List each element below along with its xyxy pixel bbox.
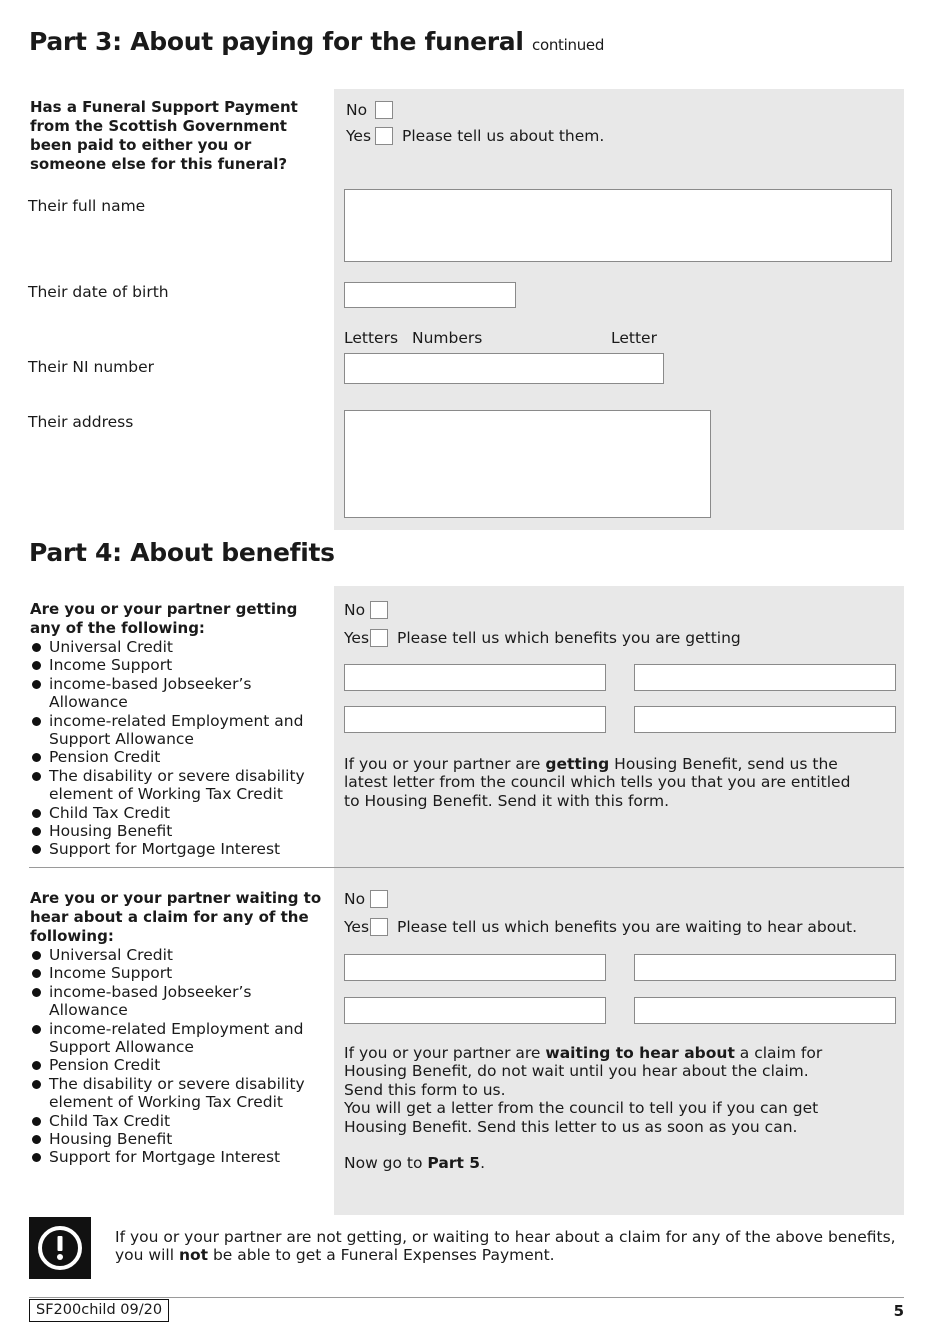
q1-no-option [344,601,388,619]
warning-text-pre: If you or your partner are not getting, or waiting to hear about a claim for any of the above benefits, you will [115,1228,896,1265]
yes-prompt: Please tell us which benefits you are getting [397,629,741,647]
ni-letter-caption: Letter [611,329,657,347]
goto-pre: Now go to [344,1154,428,1173]
page-number: 5 [893,1302,904,1320]
list-item: Support for Mortgage Interest [30,840,326,858]
q2-note-post: a claim for Housing Benefit, do not wait until you hear about the claim. Send this form to us. [344,1044,823,1099]
q2-no-option [344,890,388,908]
q2-benefit-field-3[interactable] [344,997,606,1024]
ni-letters-caption: Letters [344,329,399,347]
q2-benefit-field-2[interactable] [634,954,896,981]
q2-yes-option [344,918,857,936]
q1-question: Are you or your partner getting any of the following: [30,600,298,637]
continued-label: continued [532,36,605,54]
dob-field[interactable] [344,282,516,308]
part3-question: Has a Funeral Support Payment from the Scottish Government been paid to either you or someone else for this funeral? [30,98,298,173]
form-code: SF200child 09/20 [29,1299,169,1322]
no-label: No [344,601,366,619]
footer-rule [29,1297,904,1298]
q1-note-post: Housing Benefit, send us the latest letter from the council which tells you that you are entitled to Housing Benefit. Send it with this form. [344,755,851,810]
list-item: income-based Jobseeker’s Allowance [30,983,330,1020]
list-item: Housing Benefit [30,1130,330,1148]
q2-yes-checkbox[interactable] [370,918,388,936]
q1-benefit-field-2[interactable] [634,664,896,691]
list-item: The disability or severe disability element of Working Tax Credit [30,767,326,804]
q1-benefit-field-1[interactable] [344,664,606,691]
q2-left [30,889,330,1167]
exclamation-icon [29,1217,91,1279]
part4-title: Part 4: About benefits [29,538,335,567]
q1-benefit-list [30,638,326,859]
ni-number-field[interactable] [344,353,664,384]
q1-note [344,755,864,810]
part3-yes-option [346,127,604,145]
yes-label: Yes [344,629,370,647]
list-item: Pension Credit [30,748,326,766]
part3-no-option [346,101,393,119]
yes-label: Yes [344,918,370,936]
q1-yes-checkbox[interactable] [370,629,388,647]
list-item: income-related Employment and Support Allowance [30,1020,330,1057]
address-field[interactable] [344,410,711,518]
ni-label: Their NI number [28,358,155,376]
part3-no-checkbox[interactable] [375,101,393,119]
goto-post: . [480,1154,485,1173]
q1-note-pre: If you or your partner are [344,755,546,773]
list-item: income-related Employment and Support Allowance [30,712,326,749]
q1-left [30,600,326,859]
list-item: Income Support [30,964,330,982]
yes-prompt: Please tell us which benefits you are waiting to hear about. [397,918,858,936]
q2-note-line2: You will get a letter from the council to tell you if you can get Housing Benefit. Send this letter to us as soon as you can. [344,1099,819,1136]
list-item: Housing Benefit [30,822,326,840]
q2-no-checkbox[interactable] [370,890,388,908]
q2-benefit-list [30,946,330,1167]
list-item: Income Support [30,656,326,674]
q1-note-bold: getting [545,755,610,773]
q2-note-pre: If you or your partner are [344,1044,546,1062]
list-item: Child Tax Credit [30,804,326,822]
ni-numbers-caption: Numbers [412,329,483,347]
goto-instruction [344,1154,844,1172]
yes-label: Yes [346,127,372,145]
list-item: Universal Credit [30,946,330,964]
no-label: No [344,890,366,908]
q2-benefit-field-1[interactable] [344,954,606,981]
part3-yes-checkbox[interactable] [375,127,393,145]
yes-prompt: Please tell us about them. [402,127,605,145]
list-item: Universal Credit [30,638,326,656]
q2-question: Are you or your partner waiting to hear about a claim for any of the following: [30,889,322,945]
q1-benefit-field-4[interactable] [634,706,896,733]
q2-note-bold: waiting to hear about [545,1044,735,1062]
q2-benefit-field-4[interactable] [634,997,896,1024]
q1-benefit-field-3[interactable] [344,706,606,733]
dob-label: Their date of birth [28,283,169,301]
address-label: Their address [28,413,134,431]
no-label: No [346,101,368,119]
warning-text-post: be able to get a Funeral Expenses Payment. [208,1246,555,1265]
q2-note-line1 [344,1044,844,1099]
list-item: Child Tax Credit [30,1112,330,1130]
list-item: Support for Mortgage Interest [30,1148,330,1166]
list-item: income-based Jobseeker’s Allowance [30,675,326,712]
q2-note [344,1044,844,1172]
warning-text [115,1228,905,1265]
warning-icon-box [29,1217,91,1279]
part3-title [29,27,604,56]
q1-yes-option [344,629,741,647]
q1-no-checkbox[interactable] [370,601,388,619]
full-name-label: Their full name [28,197,146,215]
list-item: Pension Credit [30,1056,330,1074]
warning-text-bold: not [178,1246,209,1265]
goto-bold: Part 5 [427,1154,481,1173]
part3-title-text: Part 3: About paying for the funeral [29,27,524,56]
list-item: The disability or severe disability element of Working Tax Credit [30,1075,330,1112]
full-name-field[interactable] [344,189,892,262]
